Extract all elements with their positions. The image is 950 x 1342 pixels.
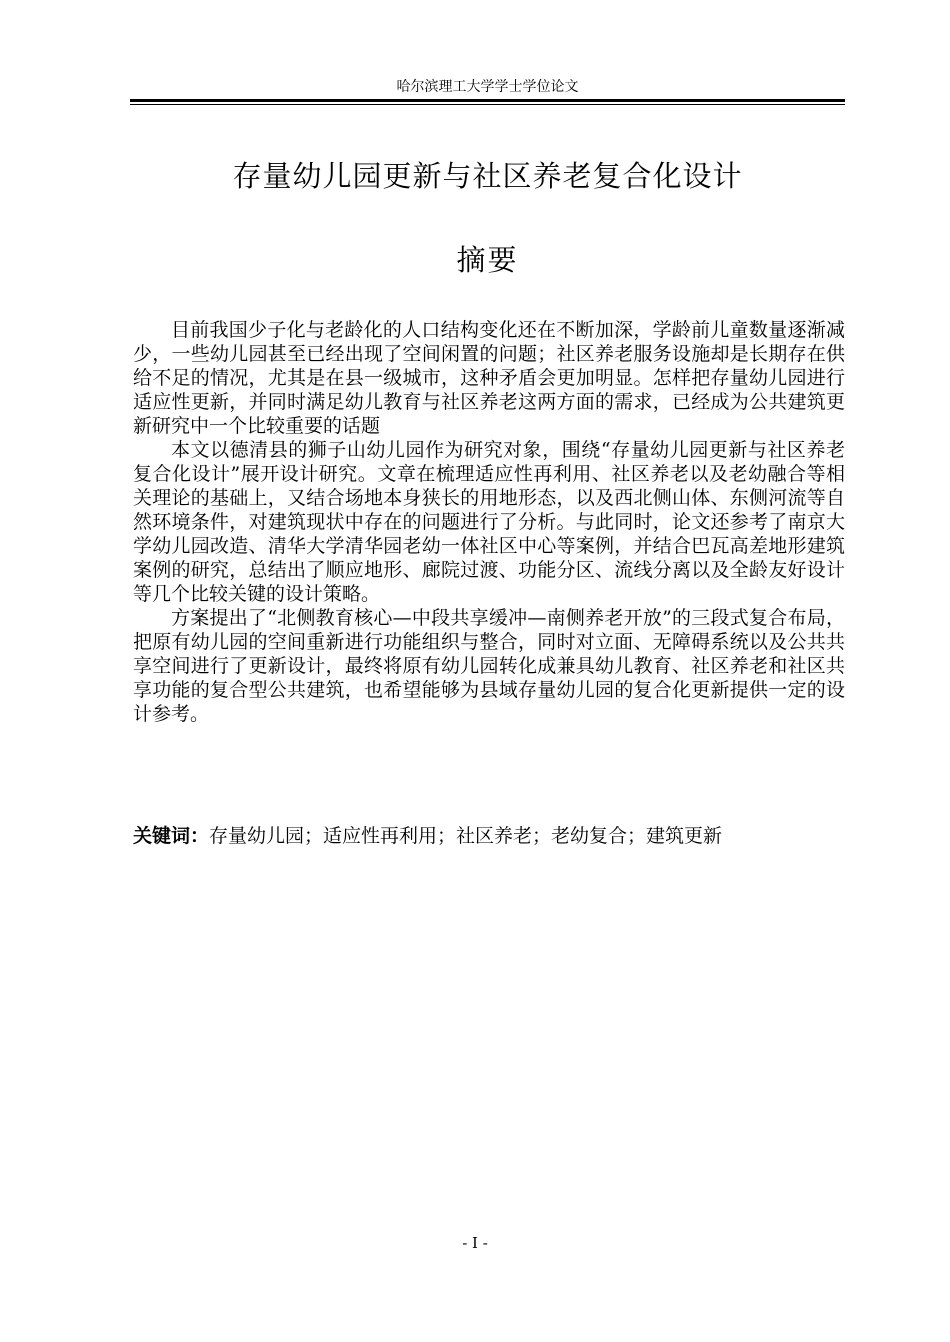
abstract-body: [133, 318, 845, 726]
header-rule-thin: [130, 104, 845, 105]
thesis-title: 存量幼儿园更新与社区养老复合化设计: [232, 159, 743, 193]
keywords-line: [133, 824, 845, 848]
header-rule-thick: [130, 99, 845, 102]
running-header: 哈尔滨理工大学学士学位论文: [396, 79, 579, 95]
keywords-label: 关键词：: [133, 825, 210, 847]
abstract-paragraph: 本文以德清县的狮子山幼儿园作为研究对象，围绕“存量幼儿园更新与社区养老复合化设计”展开设计研究。文章在梳理适应性再利用、社区养老以及老幼融合等相关理论的基础上，又结合场地本身狭长的用地形态，以及西北侧山体、东侧河流等自然环境条件，对建筑现状中存在的问题进行了分析。与此同时，论文还参考了南京大学幼儿园改造、清华大学清华园老幼一体社区中心等案例，并结合巴瓦高差地形建筑案例的研究，总结出了顺应地形、廊院过渡、功能分区、流线分离以及全龄友好设计等几个比较关键的设计策略。: [133, 439, 845, 605]
abstract-paragraph: 目前我国少子化与老龄化的人口结构变化还在不断加深，学龄前儿童数量逐渐减少，一些幼儿园甚至已经出现了空间闲置的问题；社区养老服务设施却是长期存在供给不足的情况，尤其是在县一级城市，这种矛盾会更加明显。怎样把存量幼儿园进行适应性更新，并同时满足幼儿教育与社区养老这两方面的需求，已经成为公共建筑更新研究中一个比较重要的话题: [133, 319, 845, 437]
page-number: - I -: [462, 1234, 488, 1252]
abstract-paragraph: 方案提出了“北侧教育核心—中段共享缓冲—南侧养老开放”的三段式复合布局，把原有幼儿园的空间重新进行功能组织与整合，同时对立面、无障碍系统以及公共共享空间进行了更新设计，最终将原有幼儿园转化成兼具幼儿教育、社区养老和社区共享功能的复合型公共建筑，也希望能够为县域存量幼儿园的复合化更新提供一定的设计参考。: [133, 607, 845, 725]
abstract-heading: 摘要: [456, 243, 519, 277]
keywords-text: 存量幼儿园；适应性再利用；社区养老；老幼复合；建筑更新: [209, 825, 723, 847]
